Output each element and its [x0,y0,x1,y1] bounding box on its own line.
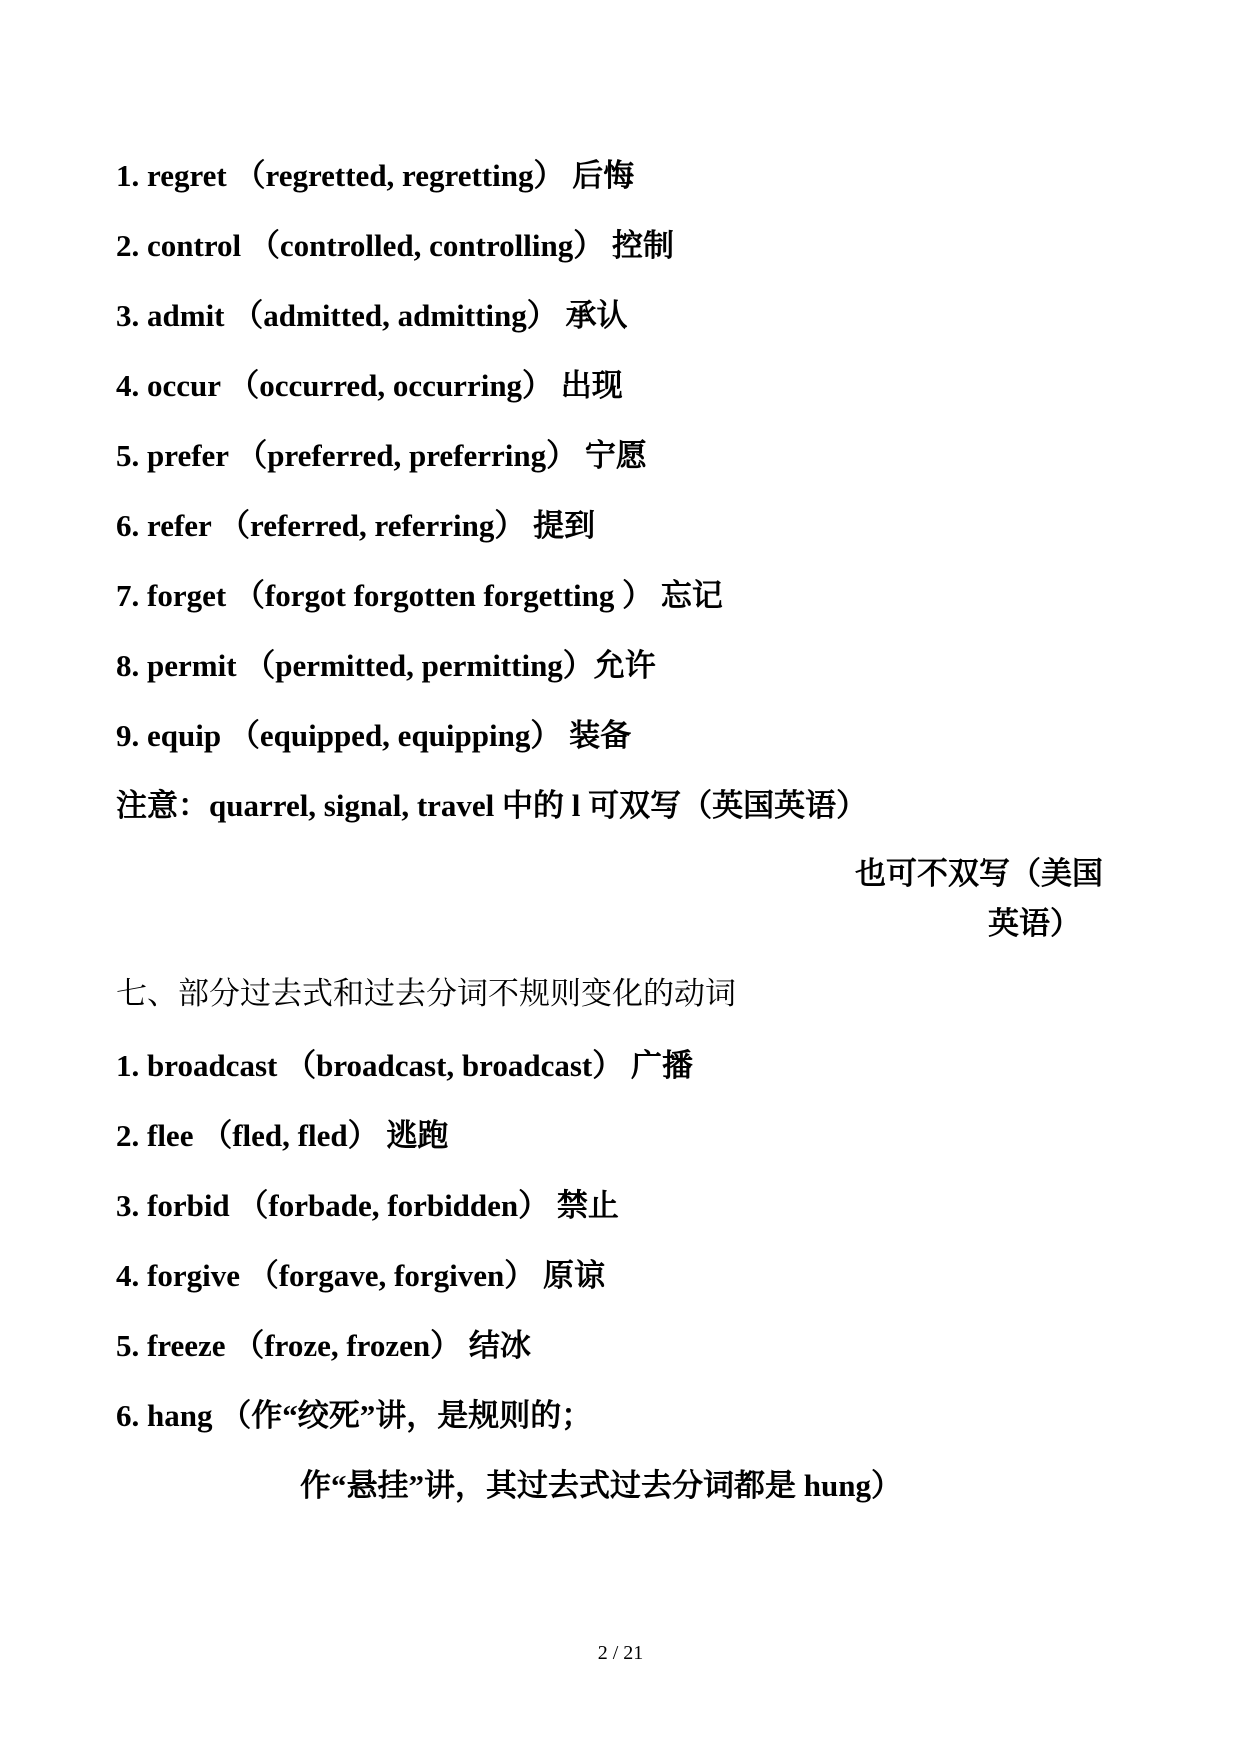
list-item-control: 2. control （controlled, controlling） 控制 [116,228,674,263]
list-item-hang-continuation: 作“悬挂”讲，其过去式过去分词都是 hung） [300,1468,902,1503]
list-item-forgive: 4. forgive （forgave, forgiven） 原谅 [116,1258,605,1293]
list-item-broadcast: 1. broadcast （broadcast, broadcast） 广播 [116,1048,693,1083]
list-item-occur: 4. occur （occurred, occurring） 出现 [116,368,623,403]
list-item-freeze: 5. freeze （froze, frozen） 结冰 [116,1328,531,1363]
note-line-1: 注意：quarrel, signal, travel 中的 l 可双写（英国英语） [116,788,868,823]
list-item-admit: 3. admit （admitted, admitting） 承认 [116,298,628,333]
list-item-refer: 6. refer （referred, referring） 提到 [116,508,596,543]
list-item-flee: 2. flee （fled, fled） 逃跑 [116,1118,449,1153]
list-item-hang: 6. hang （作“绞死”讲，是规则的； [116,1398,593,1433]
list-item-regret: 1. regret （regretted, regretting） 后悔 [116,158,635,193]
list-item-equip: 9. equip （equipped, equipping） 装备 [116,718,632,753]
section-heading: 七、部分过去式和过去分词不规则变化的动词 [116,976,736,1011]
list-item-forbid: 3. forbid （forbade, forbidden） 禁止 [116,1188,619,1223]
list-item-prefer: 5. prefer （preferred, preferring） 宁愿 [116,438,647,473]
note-line-2: 也可不双写（美国 [855,856,1103,891]
list-item-forget: 7. forget （forgot forgotten forgetting ） 忘记 [116,578,723,613]
list-item-permit: 8. permit （permitted, permitting）允许 [116,648,656,683]
note-line-3: 英语） [988,906,1081,941]
page-number: 2 / 21 [597,1642,644,1664]
